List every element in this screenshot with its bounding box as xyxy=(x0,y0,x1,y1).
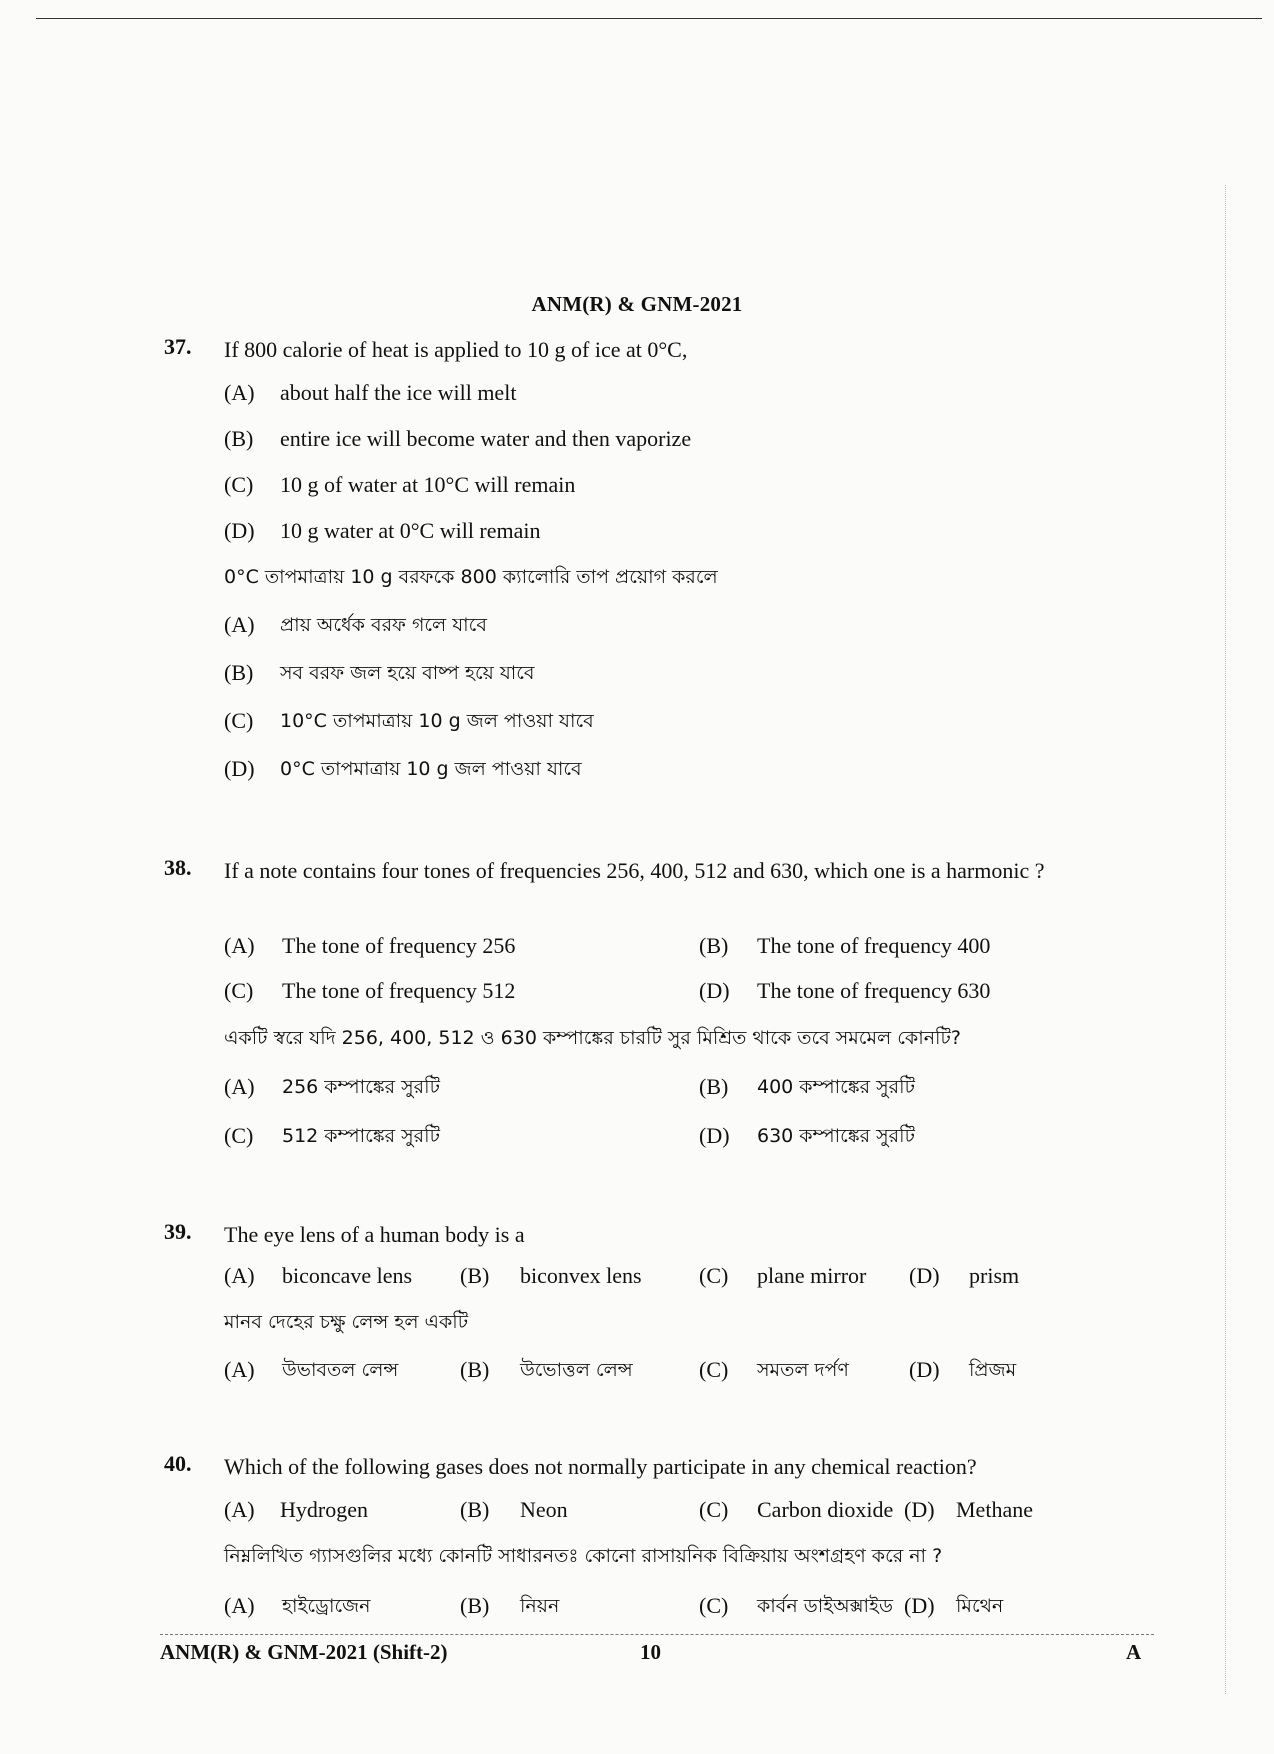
option-label: (B) xyxy=(460,1263,490,1288)
option-text: Neon xyxy=(520,1497,568,1522)
option-label: (C) xyxy=(224,978,254,1003)
option-label: (B) xyxy=(460,1593,490,1618)
option-label: (B) xyxy=(460,1497,490,1522)
question-text-en: If a note contains four tones of frequencies 256, 400, 512 and 630, which one is a harmonic ? xyxy=(224,858,1045,883)
option-row xyxy=(224,1355,1130,1385)
option-label: (D) xyxy=(699,1123,730,1148)
option-text: 10 g water at 0°C will remain xyxy=(280,518,541,543)
question-37 xyxy=(164,334,1130,794)
question-number: 37. xyxy=(164,334,192,359)
question-number: 38. xyxy=(164,855,192,880)
option-label: (D) xyxy=(904,1593,935,1618)
option-text: The tone of frequency 630 xyxy=(757,978,991,1003)
option-text: নিয়ন xyxy=(520,1595,560,1617)
option-label: (A) xyxy=(224,612,255,637)
option-label: (A) xyxy=(224,1074,255,1099)
question-text-en: Which of the following gases does not normally participate in any chemical reaction? xyxy=(224,1454,977,1479)
option-text: plane mirror xyxy=(757,1263,867,1288)
option-text: The tone of frequency 256 xyxy=(282,933,516,958)
option-label: (A) xyxy=(224,1357,255,1382)
option-text: prism xyxy=(969,1263,1020,1288)
option-text: 256 কম্পাঙ্কের সুরটি xyxy=(282,1076,440,1098)
option-label: (C) xyxy=(224,708,254,733)
option-text: about half the ice will melt xyxy=(280,380,517,405)
top-rule xyxy=(36,18,1262,19)
question-38 xyxy=(164,855,1130,1165)
option-label: (A) xyxy=(224,1263,255,1288)
question-number: 40. xyxy=(164,1451,192,1476)
option-text: 400 কম্পাঙ্কের সুরটি xyxy=(757,1076,915,1098)
option-text: Methane xyxy=(956,1497,1033,1522)
option-label: (D) xyxy=(224,518,255,543)
option-text: 0°C তাপমাত্রায় 10 g জল পাওয়া যাবে xyxy=(280,758,582,780)
option-row xyxy=(224,610,1130,640)
option-row xyxy=(224,706,1130,736)
option-label: (B) xyxy=(460,1357,490,1382)
option-label: (B) xyxy=(224,426,254,451)
option-text: biconcave lens xyxy=(282,1263,413,1288)
option-label: (B) xyxy=(699,1074,729,1099)
option-text: 10°C তাপমাত্রায় 10 g জল পাওয়া যাবে xyxy=(280,710,594,732)
option-row xyxy=(224,931,1130,961)
option-row xyxy=(224,1121,1130,1151)
option-text: entire ice will become water and then vaporize xyxy=(280,426,692,451)
option-label: (D) xyxy=(909,1357,940,1382)
option-label: (C) xyxy=(699,1357,729,1382)
option-text: সব বরফ জল হয়ে বাষ্প হয়ে যাবে xyxy=(280,662,535,684)
question-text-en: If 800 calorie of heat is applied to 10 g of ice at 0°C, xyxy=(224,337,688,362)
option-label: (D) xyxy=(904,1497,935,1522)
option-row xyxy=(224,1495,1130,1525)
option-text: 10 g of water at 10°C will remain xyxy=(280,472,576,497)
option-row xyxy=(224,470,1130,500)
option-text: প্রায় অর্ধেক বরফ গলে যাবে xyxy=(280,614,487,636)
option-row xyxy=(224,424,1130,454)
option-text: Carbon dioxide xyxy=(757,1497,894,1522)
option-label: (A) xyxy=(224,1497,255,1522)
page-edge xyxy=(1225,185,1226,1694)
option-row xyxy=(224,1261,1130,1291)
option-text: The tone of frequency 400 xyxy=(757,933,991,958)
option-label: (D) xyxy=(699,978,730,1003)
option-label: (C) xyxy=(699,1593,729,1618)
question-number: 39. xyxy=(164,1219,192,1244)
option-label: (C) xyxy=(699,1263,729,1288)
option-row xyxy=(224,754,1130,784)
option-text: উভোত্তল লেন্স xyxy=(520,1359,633,1381)
option-row xyxy=(224,516,1130,546)
question-text-bn: নিম্নলিখিত গ্যাসগুলির মধ্যে কোনটি সাধারনতঃ কোনো রাসায়নিক বিক্রিয়ায় অংশগ্রহণ করে না ? xyxy=(224,1545,943,1567)
option-label: (A) xyxy=(224,933,255,958)
option-label: (B) xyxy=(699,933,729,958)
option-label: (C) xyxy=(699,1497,729,1522)
footer-rule xyxy=(160,1634,1154,1635)
option-label: (C) xyxy=(224,1123,254,1148)
option-row xyxy=(224,1591,1130,1621)
option-label: (A) xyxy=(224,1593,255,1618)
option-label: (A) xyxy=(224,380,255,405)
option-text: 630 কম্পাঙ্কের সুরটি xyxy=(757,1125,915,1147)
option-text: কার্বন ডাইঅক্সাইড xyxy=(757,1595,893,1617)
page-title: ANM(R) & GNM-2021 xyxy=(531,292,743,316)
question-text-bn: একটি স্বরে যদি 256, 400, 512 ও 630 কম্পাঙ্কের চারটি সুর মিশ্রিত থাকে তবে সমমেল কোনটি? xyxy=(224,1027,961,1049)
option-text: biconvex lens xyxy=(520,1263,642,1288)
page-number: 10 xyxy=(640,1640,661,1664)
question-text-bn: মানব দেহের চক্ষু লেন্স হল একটি xyxy=(224,1311,469,1333)
option-text: প্রিজম xyxy=(969,1359,1017,1381)
option-text: মিথেন xyxy=(956,1595,1004,1617)
footer-left: ANM(R) & GNM-2021 (Shift-2) xyxy=(160,1640,448,1664)
option-text: হাইড্রোজেন xyxy=(282,1595,371,1617)
option-label: (D) xyxy=(909,1263,940,1288)
option-label: (B) xyxy=(224,660,254,685)
option-row xyxy=(224,378,1130,408)
question-text-bn: 0°C তাপমাত্রায় 10 g বরফকে 800 ক্যালোরি তাপ প্রয়োগ করলে xyxy=(224,566,718,588)
option-label: (C) xyxy=(224,472,254,497)
question-39 xyxy=(164,1219,1130,1389)
option-row xyxy=(224,1072,1130,1102)
option-text: Hydrogen xyxy=(280,1497,368,1522)
option-row xyxy=(224,976,1130,1006)
question-40 xyxy=(164,1451,1130,1631)
option-label: (D) xyxy=(224,756,255,781)
option-text: উভাবতল লেন্স xyxy=(282,1359,399,1381)
option-text: 512 কম্পাঙ্কের সুরটি xyxy=(282,1125,440,1147)
option-text: সমতল দর্পণ xyxy=(757,1359,849,1381)
option-row xyxy=(224,658,1130,688)
set-code: A xyxy=(1126,1640,1142,1664)
option-text: The tone of frequency 512 xyxy=(282,978,516,1003)
question-text-en: The eye lens of a human body is a xyxy=(224,1222,525,1247)
